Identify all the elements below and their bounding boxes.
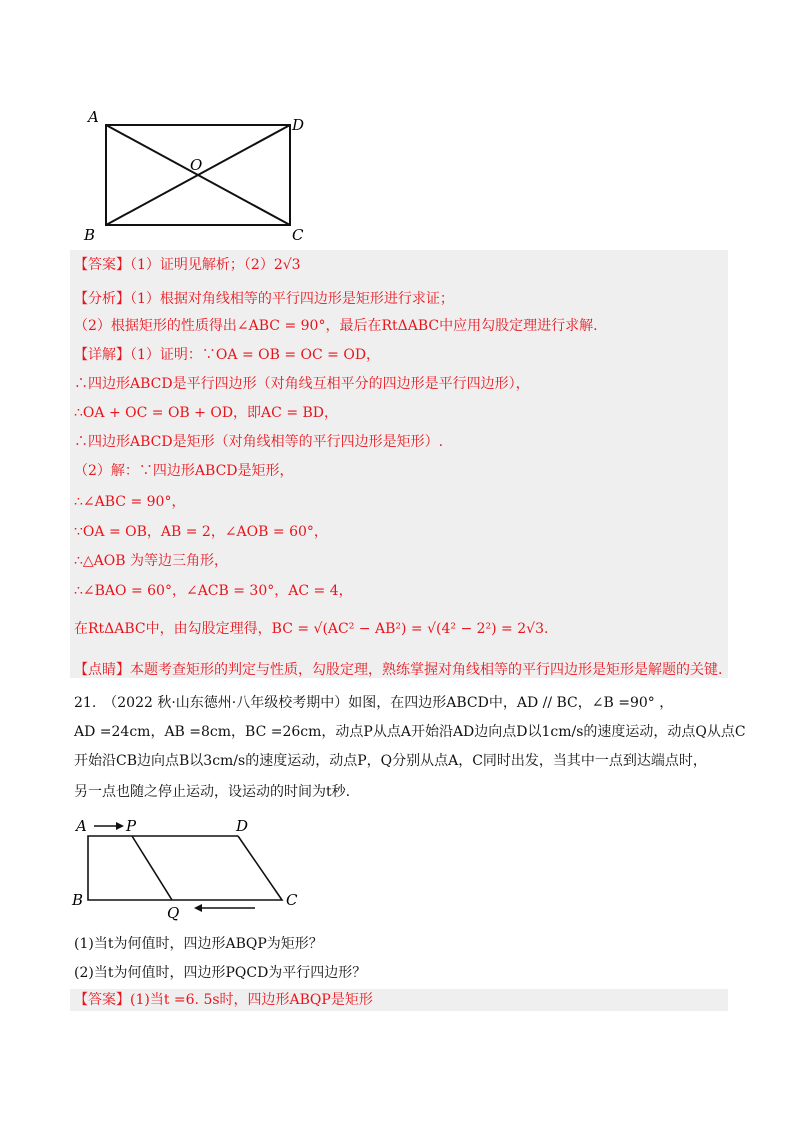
detail-line-6: ∴∠ABC = 90°， xyxy=(74,494,186,510)
question-21-line-1: 21. （2022 秋·山东德州·八年级校考期中）如图，在四边形ABCD中，AD // BC，∠B =90° ， xyxy=(74,695,674,711)
detail-line-8: ∴△AOB 为等边三角形， xyxy=(74,553,228,569)
label-c: C xyxy=(286,891,298,909)
question-21-line-2: AD =24cm，AB =8cm，BC =26cm，动点P从点A开始沿AD边向点D以1cm/s的速度运动，动点Q从点C xyxy=(74,724,746,740)
arrow-right-icon xyxy=(116,822,124,830)
label-o: O xyxy=(190,156,203,174)
label-d: D xyxy=(236,817,249,835)
detail-line-1: 【详解】（1）证明：∵OA = OB = OC = OD， xyxy=(74,347,381,363)
arrow-left-icon xyxy=(194,904,202,912)
answer-line: 【答案】（1）证明见解析；（2）2√3 xyxy=(74,257,301,273)
answer-2-line: 【答案】(1)当t =6. 5s时，四边形ABQP是矩形 xyxy=(74,992,373,1008)
label-c: C xyxy=(292,226,304,244)
label-b: B xyxy=(72,891,84,909)
detail-line-4: ∴四边形ABCD是矩形（对角线相等的平行四边形是矩形）. xyxy=(74,434,444,450)
detail-line-7: ∵OA = OB，AB = 2，∠AOB = 60°， xyxy=(74,524,328,540)
sub-question-2: (2)当t为何值时，四边形PQCD为平行四边形？ xyxy=(74,965,367,981)
label-p: P xyxy=(126,817,137,835)
label-d: D xyxy=(292,116,305,134)
sub-question-1: (1)当t为何值时，四边形ABQP为矩形？ xyxy=(74,936,323,952)
question-21-line-3: 开始沿CB边向点B以3cm/s的速度运动，动点P，Q分别从点A，C同时出发，当其中一点到达端点时， xyxy=(74,753,707,769)
question-21-line-4: 另一点也随之停止运动，设运动的时间为t秒. xyxy=(74,784,351,800)
label-a: A xyxy=(76,817,87,835)
label-a: A xyxy=(88,108,99,126)
label-b: B xyxy=(84,226,96,244)
trapezoid-figure xyxy=(70,814,310,924)
comment-line: 【点睛】本题考查矩形的判定与性质，勾股定理，熟练掌握对角线相等的平行四边形是矩形是解题的关键. xyxy=(74,662,723,678)
rectangle-figure xyxy=(78,102,318,250)
analysis-line-1: 【分析】（1）根据对角线相等的平行四边形是矩形进行求证； xyxy=(74,291,454,307)
detail-line-5: （2）解：∵四边形ABCD是矩形， xyxy=(74,463,294,479)
detail-line-2: ∴四边形ABCD是平行四边形（对角线互相平分的四边形是平行四边形）， xyxy=(74,376,530,392)
detail-line-3: ∴OA + OC = OB + OD，即AC = BD， xyxy=(74,405,339,421)
detail-line-10: 在RtΔABC中，由勾股定理得，BC = √(AC² − AB²) = √(4² − 2²) = 2√3. xyxy=(74,621,549,637)
label-q: Q xyxy=(167,904,180,922)
detail-line-9: ∴∠BAO = 60°，∠ACB = 30°，AC = 4， xyxy=(74,583,353,599)
trapezoid-abcd xyxy=(88,836,282,900)
segment-pq xyxy=(132,836,172,900)
analysis-line-2: （2）根据矩形的性质得出∠ABC = 90°，最后在RtΔABC中应用勾股定理进行求解. xyxy=(74,318,598,334)
